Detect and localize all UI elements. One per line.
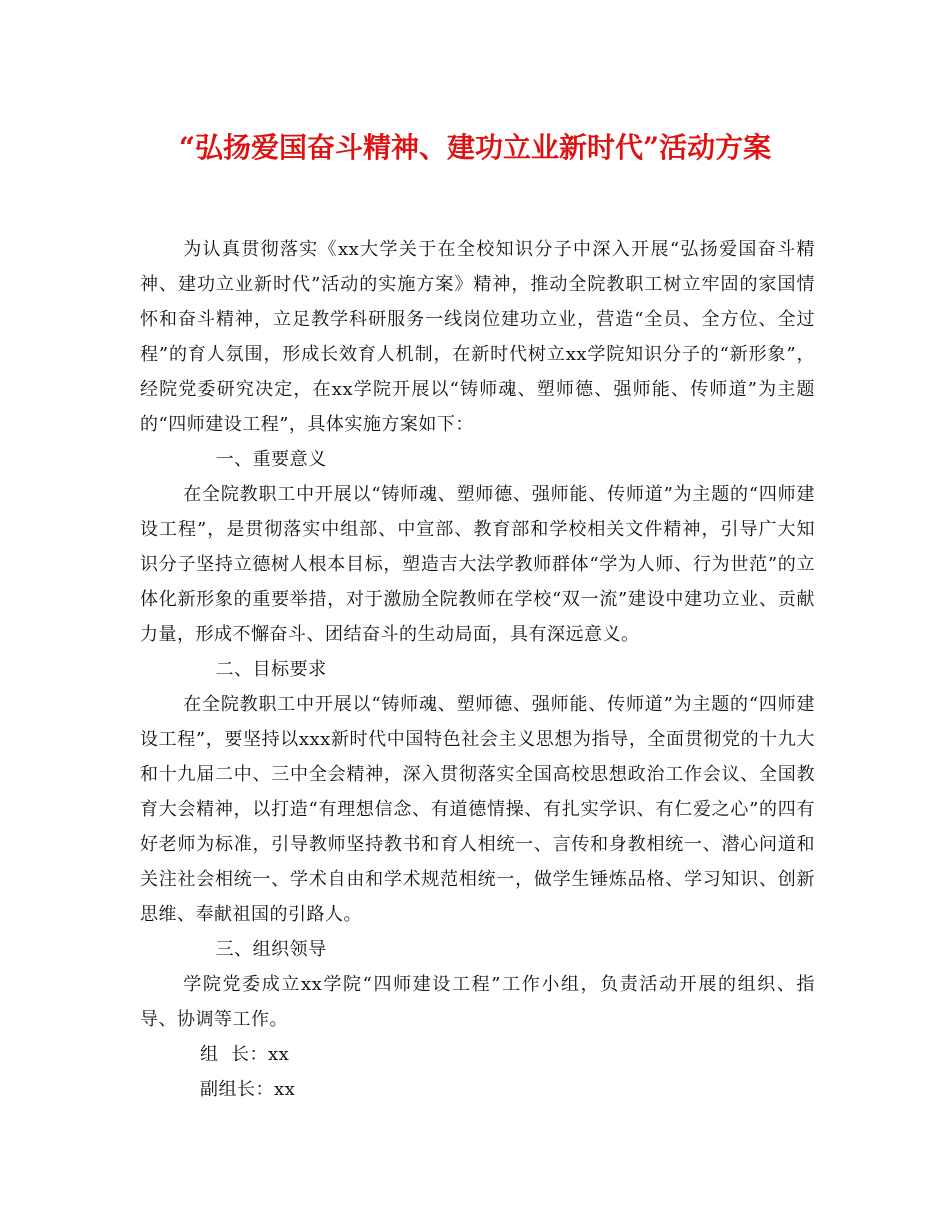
intro-paragraph: 为认真贯彻落实《xx大学关于在全校知识分子中深入开展“弘扬爱国奋斗精神、建功立业新时代”活动的实施方案》精神，推动全院教职工树立牢固的家国情怀和奋斗精神，立足教学科研服务一线岗位建功立业，营造“全员、全方位、全过程”的育人氛围，形成长效育人机制，在新时代树立xx学院知识分子的“新形象”，经院党委研究决定，在xx学院开展以“铸师魂、塑师德、强师能、传师道”为主题的“四师建设工程”，具体实施方案如下： — [140, 239, 815, 435]
group-leader-label: 组 长： — [200, 1044, 268, 1065]
section-text-significance: 在全院教职工中开展以“铸师魂、塑师德、强师能、传师道”为主题的“四师建设工程”，是贯彻落实中组部、中宣部、教育部和学校相关文件精神，引导广大知识分子坚持立德树人根本目标，塑造吉大法学教师群体“学为人师、行为世范”的立体化新形象的重要举措，对于激励全院教师在学校“双一流”建设中建功立业、贡献力量，形成不懈奋斗、团结奋斗的生动局面，具有深远意义。 — [140, 484, 815, 645]
group-leader-line — [140, 1037, 815, 1072]
document-title: “弘扬爱国奋斗精神、建功立业新时代”活动方案 — [178, 131, 772, 164]
vice-leader-line — [140, 1072, 815, 1107]
document-body — [140, 232, 815, 1107]
vice-leader-label: 副组长： — [200, 1079, 274, 1100]
section-heading-significance: 一、重要意义 — [215, 449, 327, 470]
section-heading-goals: 二、目标要求 — [215, 659, 327, 680]
section-heading-organization: 三、组织领导 — [215, 939, 327, 960]
group-leader-value: xx — [267, 1044, 290, 1065]
vice-leader-value: xx — [274, 1079, 296, 1100]
section-text-organization: 学院党委成立xx学院“四师建设工程”工作小组，负责活动开展的组织、指导、协调等工作。 — [140, 974, 815, 1030]
section-text-goals: 在全院教职工中开展以“铸师魂、塑师德、强师能、传师道”为主题的“四师建设工程”，要坚持以xxx新时代中国特色社会主义思想为指导，全面贯彻党的十九大和十九届二中、三中全会精神，深入贯彻落实全国高校思想政治工作会议、全国教育大会精神，以打造“有理想信念、有道德情操、有扎实学识、有仁爱之心”的四有好老师为标准，引导教师坚持教书和育人相统一、言传和身教相统一、潜心问道和关注社会相统一、学术自由和学术规范相统一，做学生锤炼品格、学习知识、创新思维、奉献祖国的引路人。 — [140, 694, 815, 925]
